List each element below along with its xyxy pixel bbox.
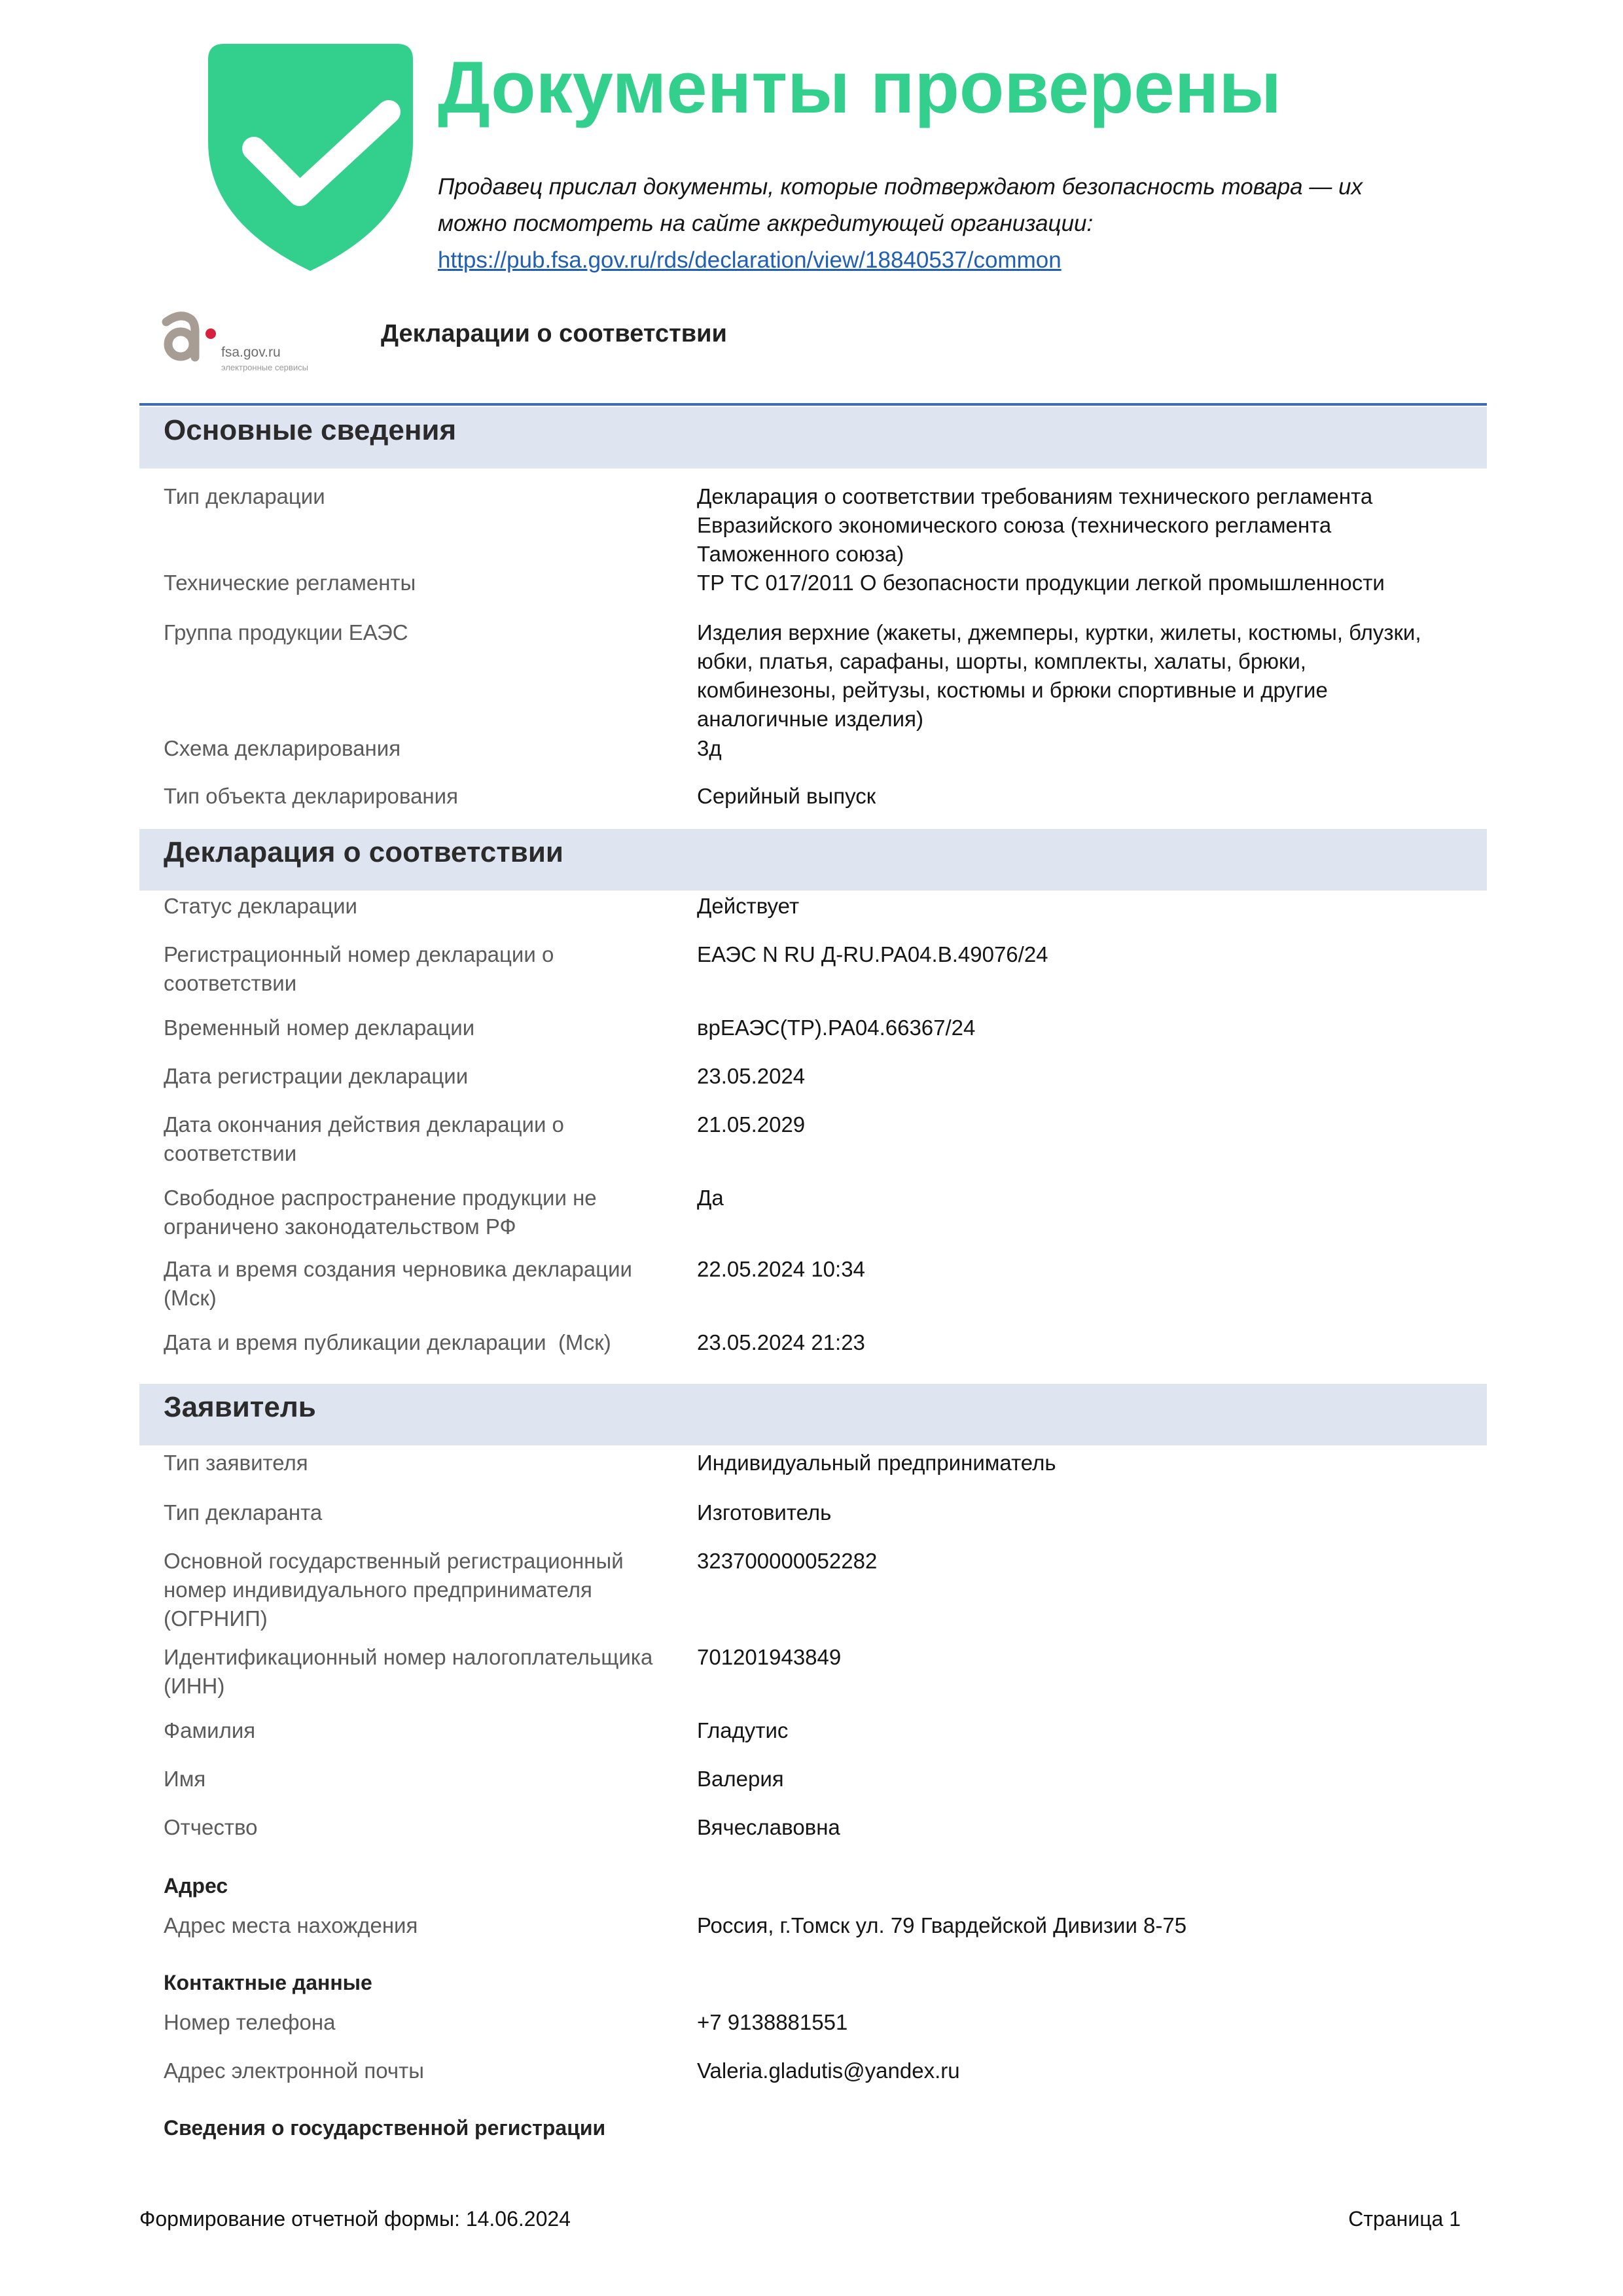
info-row <box>164 1765 1472 1793</box>
info-row <box>164 618 1472 731</box>
field-value: Россия, г.Томск ул. 79 Гвардейской Дивизии 8-75 <box>697 1913 1187 1937</box>
field-label: Тип объекта декларирования <box>164 784 458 808</box>
field-value: 22.05.2024 10:34 <box>697 1257 865 1281</box>
field-value: Изделия верхние (жакеты, джемперы, куртки, жилеты, костюмы, блузки, юбки, платья, сарафаны, шорты, комплекты, халаты, брюки, комбинезоны, рейтузы, костюмы и брюки спортивные и другие аналогичные изделия) <box>697 620 1421 731</box>
field-label: Адрес электронной почты <box>164 2058 424 2083</box>
field-label: Идентификационный номер налогоплательщика (ИНН) <box>164 1645 653 1698</box>
info-row <box>164 1449 1472 1477</box>
field-value: 23.05.2024 21:23 <box>697 1330 865 1354</box>
report-title: Декларации о соответствии <box>381 320 727 347</box>
info-row <box>164 1643 1472 1698</box>
field-label: Дата регистрации декларации <box>164 1064 469 1088</box>
field-value: ТР ТС 017/2011 О безопасности продукции легкой промышленности <box>697 571 1385 595</box>
field-value: Да <box>697 1186 724 1210</box>
field-value: 323700000052282 <box>697 1549 878 1573</box>
section-header-basic-info <box>139 407 1487 468</box>
info-row <box>164 482 1472 566</box>
section-title: Заявитель <box>164 1391 316 1423</box>
field-label: Отчество <box>164 1815 258 1839</box>
logo-domain-text: fsa.gov.ru <box>221 345 281 360</box>
info-row <box>164 1716 1472 1745</box>
field-value: Гладутис <box>697 1718 789 1742</box>
field-value: 23.05.2024 <box>697 1064 806 1088</box>
field-value: Индивидуальный предприниматель <box>697 1451 1056 1475</box>
section-header-applicant <box>139 1384 1487 1445</box>
info-row <box>164 782 1472 811</box>
section-title: Основные сведения <box>164 414 457 446</box>
field-label: Статус декларации <box>164 894 357 918</box>
subsection-title-address: Адрес <box>164 1874 228 1898</box>
verification-title: Документы проверены <box>438 46 1281 128</box>
info-row <box>164 1110 1472 1165</box>
verification-message-line-2: можно посмотреть на сайте аккредитующей организации: <box>438 211 1094 236</box>
field-value: 3д <box>697 736 722 760</box>
info-row <box>164 734 1472 763</box>
subsection-title-contacts: Контактные данные <box>164 1971 372 1994</box>
field-label: Дата окончания действия декларации о соответствии <box>164 1112 564 1165</box>
field-label: Дата и время создания черновика декларации (Мск) <box>164 1257 632 1310</box>
info-row <box>164 1062 1472 1091</box>
logo-tagline-text: электронные сервисы <box>221 362 308 372</box>
info-row <box>164 1813 1472 1842</box>
field-value: +7 9138881551 <box>697 2010 848 2034</box>
info-row <box>164 1255 1472 1310</box>
field-label: Дата и время публикации декларации (Мск) <box>164 1330 611 1354</box>
info-row <box>164 940 1472 995</box>
fsa-logo-icon <box>157 310 223 365</box>
field-label: Свободное распространение продукции не ограничено законодательством РФ <box>164 1186 597 1239</box>
info-row <box>164 1184 1472 1239</box>
field-value: Valeria.gladutis@yandex.ru <box>697 2058 960 2083</box>
info-row <box>164 1498 1472 1527</box>
field-value: врЕАЭС(ТР).РА04.66367/24 <box>697 1016 976 1040</box>
subsection-title-state-registration: Сведения о государственной регистрации <box>164 2116 606 2140</box>
info-row <box>164 1014 1472 1042</box>
info-row <box>164 892 1472 921</box>
info-row <box>164 2008 1472 2037</box>
field-label: Временный номер декларации <box>164 1016 475 1040</box>
info-row <box>164 1328 1472 1357</box>
info-row <box>164 569 1472 597</box>
field-label: Номер телефона <box>164 2010 336 2034</box>
section-header-declaration <box>139 829 1487 891</box>
field-value: Изготовитель <box>697 1500 832 1525</box>
field-value: ЕАЭС N RU Д-RU.РА04.В.49076/24 <box>697 942 1048 966</box>
field-value: Серийный выпуск <box>697 784 876 808</box>
field-value: Действует <box>697 894 800 918</box>
info-row <box>164 1547 1472 1631</box>
info-row <box>164 1911 1472 1940</box>
header-divider <box>139 403 1487 406</box>
field-label: Технические регламенты <box>164 571 416 595</box>
field-value: Декларация о соответствии требованиям технического регламента Евразийского экономического союза (технического регламента Таможенного союза) <box>697 484 1373 566</box>
field-label: Адрес места нахождения <box>164 1913 418 1937</box>
field-label: Тип декларации <box>164 484 325 508</box>
field-value: Вячеславовна <box>697 1815 840 1839</box>
field-label: Схема декларирования <box>164 736 401 760</box>
report-generated-date: Формирование отчетной формы: 14.06.2024 <box>139 2207 571 2231</box>
declaration-link[interactable]: https://pub.fsa.gov.ru/rds/declaration/view/18840537/common <box>438 247 1061 273</box>
field-value: 21.05.2029 <box>697 1112 806 1137</box>
field-label: Тип заявителя <box>164 1451 308 1475</box>
shield-check-icon <box>208 44 413 271</box>
field-value: Валерия <box>697 1767 784 1791</box>
verification-message-line-1: Продавец прислал документы, которые подтверждают безопасность товара — их <box>438 174 1363 200</box>
field-value: 701201943849 <box>697 1645 842 1669</box>
field-label: Тип декларанта <box>164 1500 323 1525</box>
field-label: Имя <box>164 1767 206 1791</box>
field-label: Основной государственный регистрационный номер индивидуального предпринимателя (ОГРНИП) <box>164 1549 624 1631</box>
field-label: Регистрационный номер декларации о соответствии <box>164 942 554 995</box>
info-row <box>164 2057 1472 2085</box>
section-title: Декларация о соответствии <box>164 836 563 868</box>
page-number: Страница 1 <box>1348 2207 1461 2231</box>
field-label: Группа продукции ЕАЭС <box>164 620 408 645</box>
field-label: Фамилия <box>164 1718 256 1742</box>
